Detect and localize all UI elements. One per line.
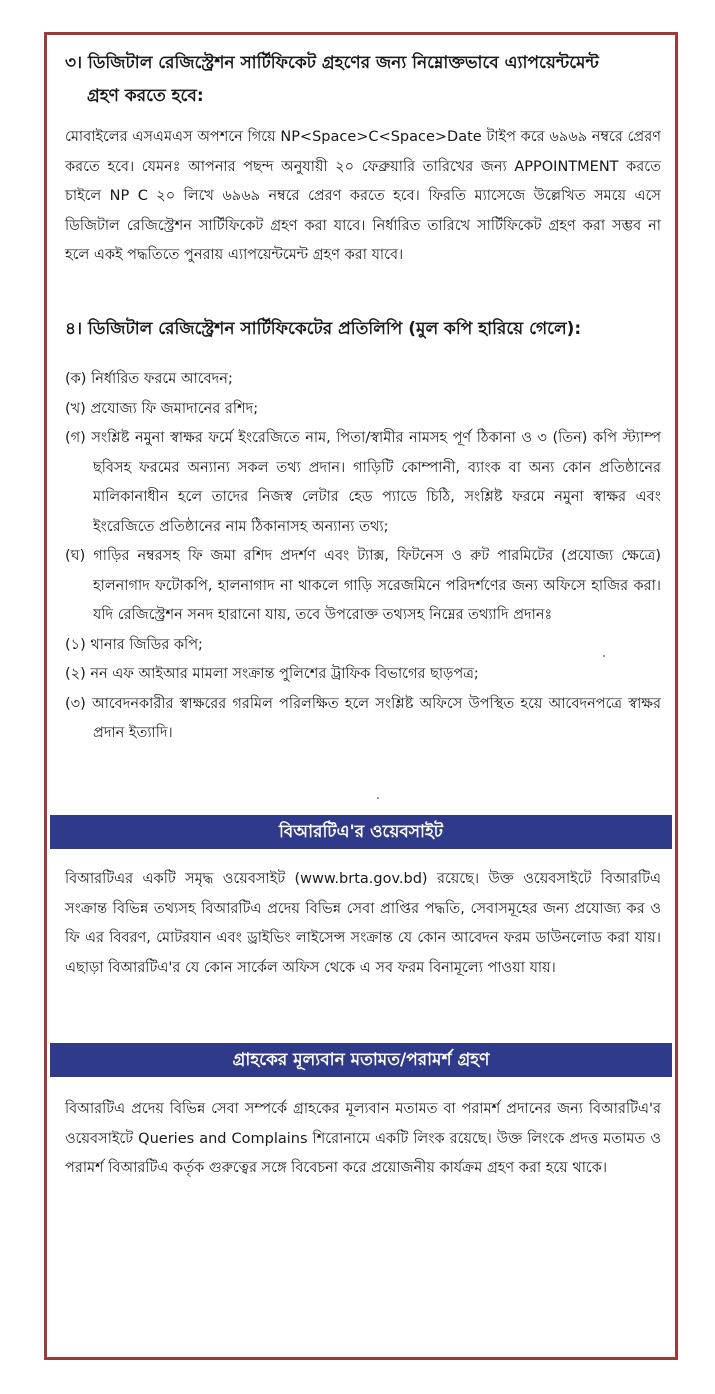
document-frame: [44, 32, 678, 1360]
list-item: (২) নন এফ আইআর মামলা সংক্রান্ত পুলিশের ট্রাফিক বিভাগের ছাড়পত্র;: [65, 666, 479, 682]
website-body: বিআরটিএর একটি সমৃদ্ধ ওয়েবসাইট (www.brta.gov.bd) রয়েছে। উক্ত ওয়েবসাইটে বিআরটিএ সংক্রান্ত বিভিন্ন তথ্যসহ বিআরটিএ প্রদেয় বিভিন্ন সেবা প্রাপ্তির পদ্ধতি, সেবাসমূহের জন্য প্রযোজ্য কর ও ফি এর বিবরণ, মোটরযান এবং ড্রাইভিং লাইসেন্স সংক্রান্ত যে কোন আবেদন ফরম ডাউনলোড করা যায়। এছাড়া বিআরটিএ'র যে কোন সার্কেল অফিস থেকে এ সব ফরম বিনামূল্যে পাওয়া যায়।: [65, 871, 661, 976]
section-4-list: [65, 365, 661, 749]
section-3-heading-line2: গ্রহণ করতে হবে:: [87, 86, 204, 106]
list-item: (ঘ) গাড়ির নম্বরসহ ফি জমা রশিদ প্রদর্শণ এবং ট্যাক্স, ফিটনেস ও রুট পারমিটের (প্রযোজ্য ক্ষেত্রে) হালনাগাদ ফটোকপি, হালনাগাদ না থাকলে গাড়ি সরেজমিনে পরিদর্শণের জন্য অফিসে হাজির করা। যদি রেজিস্ট্রেশন সনদ হারানো যায়, তবে উপরোক্ত তথ্যসহ নিম্নের তথ্যাদি প্রদানঃ: [65, 548, 661, 623]
speck: [603, 655, 605, 657]
section-3-heading-line1: ৩। ডিজিটাল রেজিস্ট্রেশন সার্টিফিকেট গ্রহণের জন্য নিম্নোক্তভাবে এ্যাপয়েন্টমেন্ট: [65, 53, 599, 73]
website-banner: বিআরটিএ'র ওয়েবসাইট: [50, 815, 672, 849]
list-item: (ক) নির্ধারিত ফরমে আবেদন;: [65, 371, 233, 387]
list-item: (খ) প্রযোজ্য ফি জমাদানের রশিদ;: [65, 400, 259, 417]
list-item: (গ) সংশ্লিষ্ট নমুনা স্বাক্ষর ফর্মে ইংরেজিতে নাম, পিতা/স্বামীর নামসহ পূর্ণ ঠিকানা ও ৩ (তিন) কপি স্ট্যাম্প ছবিসহ ফরমের অন্যান্য সকল তথ্য প্রদান। গাড়িটি কোম্পানী, ব্যাংক বা অন্য কোন প্রতিষ্ঠানের মালিকানাধীন হলে তাদের নিজস্ব লেটার হেড প্যাডে চিঠি, সংশ্লিষ্ট ফরমে নমুনা স্বাক্ষর এবং ইংরেজিতে প্রতিষ্ঠানের নাম ঠিকানাসহ অন্যান্য তথ্য;: [65, 430, 661, 535]
feedback-banner: গ্রাহকের মূল্যবান মতামত/পরামর্শ গ্রহণ: [50, 1043, 672, 1077]
feedback-body: বিআরটিএ প্রদেয় বিভিন্ন সেবা সম্পর্কে গ্রাহকের মূল্যবান মতামত বা পরামর্শ প্রদানের জন্য বিআরটিএ'র ওয়েবসাইটে Queries and Complains শিরোনামে একটি লিংক রয়েছে। উক্ত লিংকে প্রদত্ত মতামত ও পরামর্শ বিআরটিএ কর্তৃক গুরুত্বের সঙ্গে বিবেচনা করে প্রয়োজনীয় কার্যক্রম গ্রহণ করা হয়ে থাকে।: [65, 1101, 661, 1176]
section-3-body: মোবাইলের এসএমএস অপশনে গিয়ে NP<Space>C<Space>Date টাইপ করে ৬৯৬৯ নম্বরে প্রেরণ করতে হবে। যেমনঃ আপনার পছন্দ অনুযায়ী ২০ ফেব্রুয়ারি তারিখের জন্য APPOINTMENT করতে চাইলে NP C ২০ লিখে ৬৯৬৯ নম্বরে প্রেরণ করতে হবে। ফিরতি ম্যাসেজে উল্লেখিত সময়ে এসে ডিজিটাল রেজিস্ট্রেশন সার্টিফিকেট গ্রহণ করা যাবে। নির্ধারিত তারিখে সার্টিফিকেট গ্রহণ করা সম্ভব না হলে একই পদ্ধতিতে পুনরায় এ্যাপয়েন্টমেন্ট গ্রহণ করা যাবে।: [65, 129, 661, 263]
list-item: (৩) আবেদনকারীর স্বাক্ষরের গরমিল পরিলক্ষিত হলে সংশ্লিষ্ট অফিসে উপস্থিত হয়ে আবেদনপত্রে স্বাক্ষর প্রদান ইত্যাদি।: [65, 695, 661, 741]
section-3-heading: [65, 47, 661, 113]
section-4-heading: ৪। ডিজিটাল রেজিস্ট্রেশন সার্টিফিকেটের প্রতিলিপি (মুল কপি হারিয়ে গেলে):: [65, 319, 582, 339]
list-item: (১) থানার জিডির কপি;: [65, 636, 203, 653]
speck: [377, 797, 379, 799]
